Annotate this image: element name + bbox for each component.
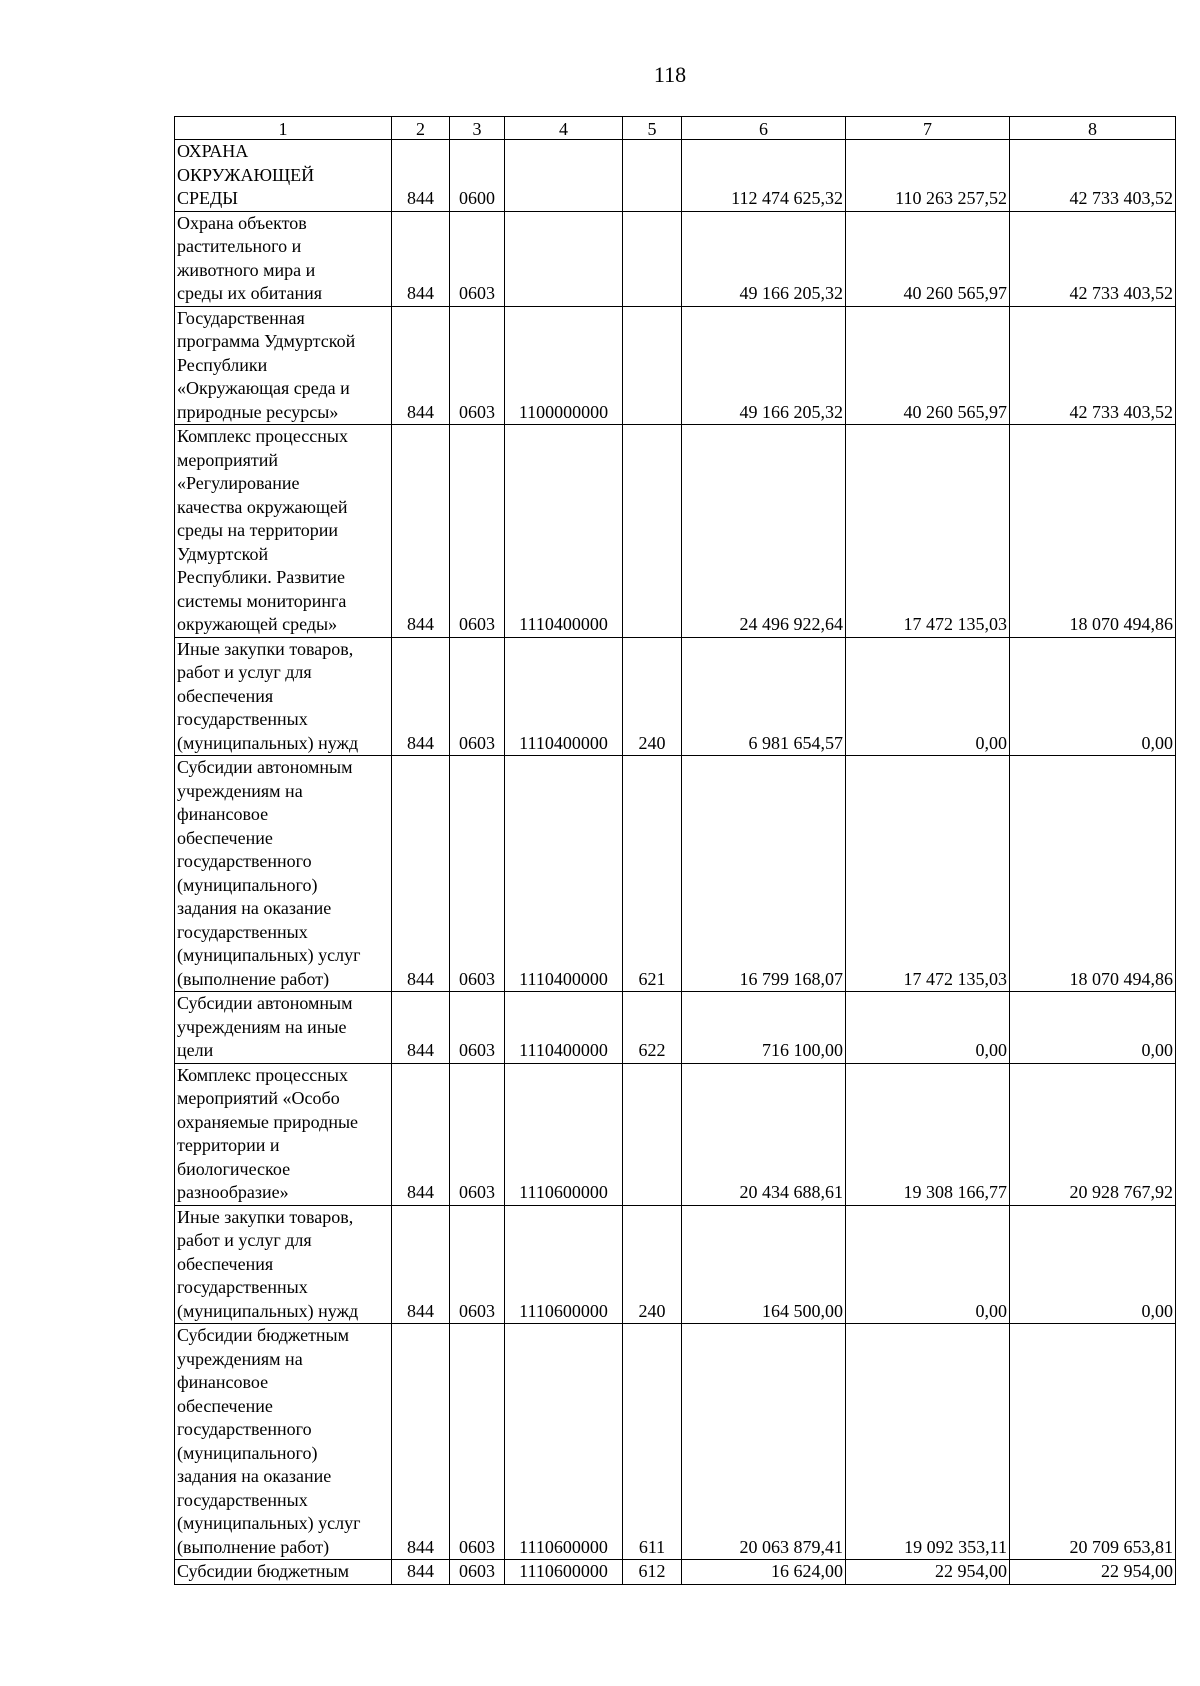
column-header-4: 4 xyxy=(505,117,623,140)
column-header-8: 8 xyxy=(1010,117,1176,140)
table-row xyxy=(175,756,1176,992)
expense-type-cell: 240 xyxy=(623,1205,682,1324)
column-header-1: 1 xyxy=(175,117,392,140)
table-row xyxy=(175,306,1176,425)
expense-type-cell xyxy=(623,211,682,306)
column-header-6: 6 xyxy=(682,117,846,140)
row-name-cell: Субсидии бюджетным учреждениям на финансовое обеспечение государственного (муниципального) задания на оказание государственных (муниципальных) услуг (выполнение работ) xyxy=(175,1324,392,1560)
budget-table xyxy=(174,116,1176,1585)
amount-col7-cell: 17 472 135,03 xyxy=(846,756,1010,992)
row-name-cell: Комплекс процессных мероприятий «Особо охраняемые природные территории и биологическое разнообразие» xyxy=(175,1063,392,1205)
section-code-cell: 0600 xyxy=(450,140,505,212)
amount-col7-cell: 0,00 xyxy=(846,637,1010,756)
table-row xyxy=(175,140,1176,212)
expense-type-cell xyxy=(623,1063,682,1205)
target-article-cell: 1110400000 xyxy=(505,992,623,1064)
expense-type-cell: 622 xyxy=(623,992,682,1064)
table-row xyxy=(175,425,1176,638)
amount-col6-cell: 20 063 879,41 xyxy=(682,1324,846,1560)
table-row xyxy=(175,637,1176,756)
target-article-cell: 1110400000 xyxy=(505,425,623,638)
section-code-cell: 0603 xyxy=(450,425,505,638)
section-code-cell: 0603 xyxy=(450,637,505,756)
column-header-2: 2 xyxy=(392,117,450,140)
column-header-5: 5 xyxy=(623,117,682,140)
amount-col6-cell: 24 496 922,64 xyxy=(682,425,846,638)
section-code-cell: 0603 xyxy=(450,1205,505,1324)
amount-col6-cell: 716 100,00 xyxy=(682,992,846,1064)
row-name-cell: Субсидии бюджетным xyxy=(175,1560,392,1585)
ministry-code-cell: 844 xyxy=(392,637,450,756)
target-article-cell: 1110600000 xyxy=(505,1324,623,1560)
amount-col7-cell: 17 472 135,03 xyxy=(846,425,1010,638)
table-row xyxy=(175,1324,1176,1560)
amount-col8-cell: 0,00 xyxy=(1010,992,1176,1064)
target-article-cell: 1110400000 xyxy=(505,637,623,756)
amount-col7-cell: 40 260 565,97 xyxy=(846,211,1010,306)
amount-col7-cell: 19 092 353,11 xyxy=(846,1324,1010,1560)
amount-col6-cell: 164 500,00 xyxy=(682,1205,846,1324)
row-name-cell: Охрана объектов растительного и животного мира и среды их обитания xyxy=(175,211,392,306)
expense-type-cell: 611 xyxy=(623,1324,682,1560)
amount-col8-cell: 18 070 494,86 xyxy=(1010,756,1176,992)
expense-type-cell xyxy=(623,425,682,638)
row-name-cell: Субсидии автономным учреждениям на финансовое обеспечение государственного (муниципального) задания на оказание государственных (муниципальных) услуг (выполнение работ) xyxy=(175,756,392,992)
ministry-code-cell: 844 xyxy=(392,140,450,212)
expense-type-cell: 621 xyxy=(623,756,682,992)
amount-col8-cell: 42 733 403,52 xyxy=(1010,306,1176,425)
ministry-code-cell: 844 xyxy=(392,1324,450,1560)
expense-type-cell xyxy=(623,306,682,425)
header-row xyxy=(175,117,1176,140)
section-code-cell: 0603 xyxy=(450,1560,505,1585)
row-name-cell: Государственная программа Удмуртской Республики «Окружающая среда и природные ресурсы» xyxy=(175,306,392,425)
ministry-code-cell: 844 xyxy=(392,306,450,425)
target-article-cell: 1110600000 xyxy=(505,1205,623,1324)
ministry-code-cell: 844 xyxy=(392,756,450,992)
table-row xyxy=(175,1063,1176,1205)
amount-col7-cell: 110 263 257,52 xyxy=(846,140,1010,212)
ministry-code-cell: 844 xyxy=(392,1205,450,1324)
amount-col8-cell: 20 928 767,92 xyxy=(1010,1063,1176,1205)
amount-col7-cell: 0,00 xyxy=(846,1205,1010,1324)
amount-col6-cell: 16 624,00 xyxy=(682,1560,846,1585)
amount-col7-cell: 19 308 166,77 xyxy=(846,1063,1010,1205)
target-article-cell: 1110400000 xyxy=(505,756,623,992)
amount-col6-cell: 112 474 625,32 xyxy=(682,140,846,212)
expense-type-cell: 240 xyxy=(623,637,682,756)
target-article-cell: 1110600000 xyxy=(505,1063,623,1205)
row-name-cell: Комплекс процессных мероприятий «Регулирование качества окружающей среды на территории Удмуртской Республики. Развитие системы мониторинга окружающей среды» xyxy=(175,425,392,638)
expense-type-cell xyxy=(623,140,682,212)
amount-col6-cell: 20 434 688,61 xyxy=(682,1063,846,1205)
amount-col8-cell: 20 709 653,81 xyxy=(1010,1324,1176,1560)
table-body xyxy=(175,140,1176,1585)
section-code-cell: 0603 xyxy=(450,211,505,306)
target-article-cell: 1110600000 xyxy=(505,1560,623,1585)
table-row xyxy=(175,1205,1176,1324)
ministry-code-cell: 844 xyxy=(392,992,450,1064)
section-code-cell: 0603 xyxy=(450,992,505,1064)
amount-col8-cell: 18 070 494,86 xyxy=(1010,425,1176,638)
amount-col6-cell: 16 799 168,07 xyxy=(682,756,846,992)
amount-col8-cell: 22 954,00 xyxy=(1010,1560,1176,1585)
row-name-cell: Иные закупки товаров, работ и услуг для обеспечения государственных (муниципальных) нужд xyxy=(175,637,392,756)
amount-col7-cell: 22 954,00 xyxy=(846,1560,1010,1585)
section-code-cell: 0603 xyxy=(450,756,505,992)
section-code-cell: 0603 xyxy=(450,1324,505,1560)
row-name-cell: Субсидии автономным учреждениям на иные цели xyxy=(175,992,392,1064)
ministry-code-cell: 844 xyxy=(392,1063,450,1205)
table-row xyxy=(175,1560,1176,1585)
amount-col7-cell: 40 260 565,97 xyxy=(846,306,1010,425)
ministry-code-cell: 844 xyxy=(392,211,450,306)
column-header-7: 7 xyxy=(846,117,1010,140)
row-name-cell: Иные закупки товаров, работ и услуг для обеспечения государственных (муниципальных) нужд xyxy=(175,1205,392,1324)
amount-col6-cell: 49 166 205,32 xyxy=(682,211,846,306)
amount-col8-cell: 42 733 403,52 xyxy=(1010,211,1176,306)
amount-col8-cell: 0,00 xyxy=(1010,637,1176,756)
target-article-cell: 1100000000 xyxy=(505,306,623,425)
ministry-code-cell: 844 xyxy=(392,425,450,638)
target-article-cell xyxy=(505,211,623,306)
row-name-cell: ОХРАНА ОКРУЖАЮЩЕЙ СРЕДЫ xyxy=(175,140,392,212)
expense-type-cell: 612 xyxy=(623,1560,682,1585)
page-number: 118 xyxy=(653,62,687,87)
amount-col7-cell: 0,00 xyxy=(846,992,1010,1064)
amount-col8-cell: 0,00 xyxy=(1010,1205,1176,1324)
target-article-cell xyxy=(505,140,623,212)
table-row xyxy=(175,211,1176,306)
column-header-3: 3 xyxy=(450,117,505,140)
amount-col8-cell: 42 733 403,52 xyxy=(1010,140,1176,212)
section-code-cell: 0603 xyxy=(450,1063,505,1205)
section-code-cell: 0603 xyxy=(450,306,505,425)
amount-col6-cell: 6 981 654,57 xyxy=(682,637,846,756)
amount-col6-cell: 49 166 205,32 xyxy=(682,306,846,425)
ministry-code-cell: 844 xyxy=(392,1560,450,1585)
table-row xyxy=(175,992,1176,1064)
